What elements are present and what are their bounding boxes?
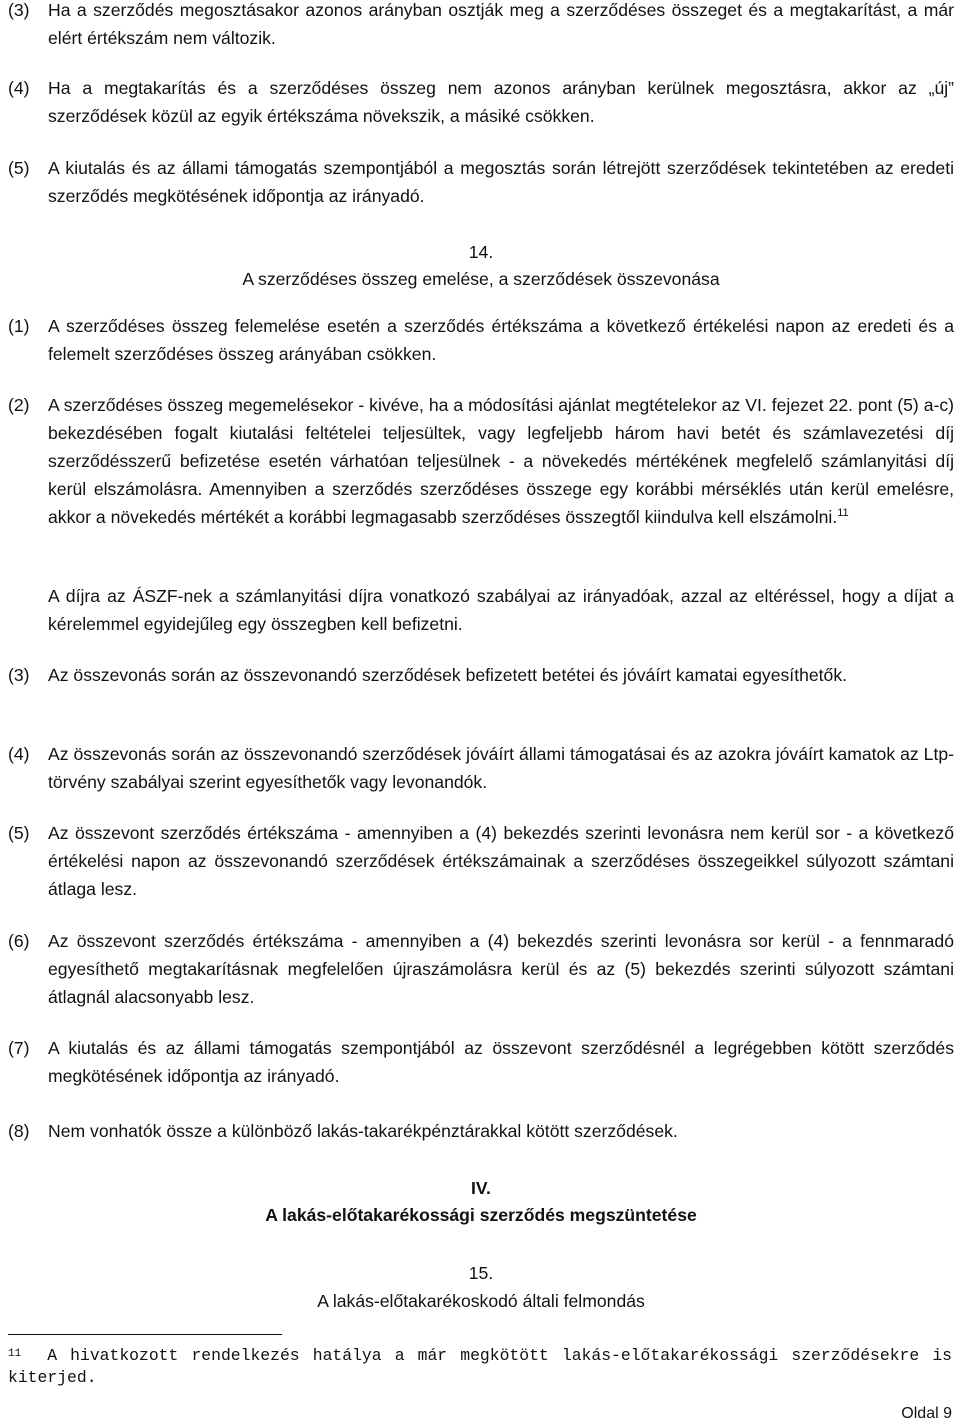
- paragraph-4: [8, 74, 954, 130]
- paragraph-number: (8): [8, 1121, 30, 1141]
- s14-paragraph-4: [8, 740, 954, 796]
- paragraph-text: A szerződéses összeg felemelése esetén a szerződés értékszáma a következő értékelési napon az eredeti és a felemelt szerződéses összeg arányában csökken.: [48, 316, 954, 364]
- s14-paragraph-7: [8, 1034, 954, 1090]
- paragraph-text: Ha a szerződés megosztásakor azonos arányban osztják meg a szerződéses összeget és a megtakarítást, a már elért értékszám nem változik.: [48, 0, 954, 48]
- paragraph-text: A szerződéses összeg megemelésekor - kivéve, ha a módosítási ajánlat megtételekor az VI. fejezet 22. pont (5) a-c) bekezdésében fogalt kiutalási feltételei teljesültek, vagy legfeljebb három havi betét és számlavezetési díj szerződésszerű befizetése esetén várhatóan teljesülnek - a növekedés mértékének megfelelő számlanyitási díj kerül elszámolásra. Amennyiben a szerződés szerződéses összege egy korábbi mérséklés után kerül emelésre, akkor a növekedés mértékét a korábbi legmagasabb szerződéses összegtől kiindulva kell elszámolni.: [48, 395, 954, 527]
- footnote-separator: [8, 1334, 282, 1335]
- footnote-reference[interactable]: 11: [837, 507, 849, 519]
- chapter-iv-number: IV.: [471, 1178, 491, 1198]
- section-15-number: 15.: [468, 1263, 494, 1283]
- s14-paragraph-5: [8, 819, 954, 903]
- paragraph-text: Ha a megtakarítás és a szerződéses összeg nem azonos arányban kerülnek megosztásra, akkor az „új” szerződések közül az egyik értékszáma növekszik, a másiké csökken.: [48, 78, 954, 126]
- s14-paragraph-3: [8, 661, 954, 689]
- section-14-title: A szerződéses összeg emelése, a szerződések összevonása: [242, 269, 720, 289]
- chapter-iv-title: A lakás-előtakarékossági szerződés megszüntetése: [265, 1205, 697, 1225]
- paragraph-number: (4): [8, 744, 30, 764]
- footnote-text: A hivatkozott rendelkezés hatálya a már megkötött lakás-előtakarékossági szerződésekre is kiterjed.: [8, 1346, 952, 1387]
- paragraph-text: Az összevonás során az összevonandó szerződések jóváírt állami támogatásai és az azokra jóváírt kamatok az Ltp-törvény szabályai szerint egyesíthetők vagy levonandók.: [48, 744, 954, 792]
- paragraph-text: Az összevont szerződés értékszáma - amennyiben a (4) bekezdés szerinti levonásra nem kerül sor - a következő értékelési napon az összevonandó szerződések értékszámainak a szerződéses összegeikkel súlyozott számtani átlaga lesz.: [48, 823, 954, 899]
- paragraph-number: (2): [8, 395, 30, 415]
- s14-paragraph-2: [8, 391, 954, 531]
- paragraph-number: (7): [8, 1038, 30, 1058]
- paragraph-text: Az összevont szerződés értékszáma - amennyiben a (4) bekezdés szerinti levonásra sor kerül - a fennmaradó egyesíthető megtakarításnak megfelelően újraszámolásra kerül és az (5) bekezdés szerinti súlyozott számtani átlagnál alacsonyabb lesz.: [48, 931, 954, 1007]
- paragraph-text: A díjra az ÁSZF-nek a számlanyitási díjra vonatkozó szabályai az irányadóak, azzal az eltéréssel, hogy a díjat a kérelemmel egyidejűleg egy összegben kell befizetni.: [48, 586, 954, 634]
- paragraph-number: (5): [8, 158, 30, 178]
- s14-paragraph-1: [8, 312, 954, 368]
- paragraph-text: Nem vonhatók össze a különböző lakás-takarékpénztárakkal kötött szerződések.: [48, 1121, 678, 1141]
- paragraph-text: A kiutalás és az állami támogatás szempontjából az összevont szerződésnél a legrégebben kötött szerződés megkötésének időpontja az irányadó.: [48, 1038, 954, 1086]
- paragraph-3: [8, 0, 954, 52]
- paragraph-text: Az összevonás során az összevonandó szerződések befizetett betétei és jóváírt kamatai egyesíthetők.: [48, 665, 848, 685]
- paragraph-number: (4): [8, 78, 30, 98]
- paragraph-number: (6): [8, 931, 30, 951]
- paragraph-5: [8, 154, 954, 210]
- s14-paragraph-8: [8, 1117, 954, 1145]
- paragraph-number: (1): [8, 316, 30, 336]
- section-14-number: 14.: [468, 242, 494, 262]
- s14-paragraph-6: [8, 927, 954, 1011]
- section-15-title: A lakás-előtakarékoskodó általi felmondás: [317, 1291, 645, 1311]
- footnote: [8, 1345, 952, 1389]
- paragraph-number: (3): [8, 0, 30, 20]
- page-number: Oldal 9: [901, 1405, 952, 1422]
- footnote-mark: 11: [8, 1348, 22, 1360]
- s14-paragraph-2-continuation: [8, 582, 954, 638]
- paragraph-number: (5): [8, 823, 30, 843]
- paragraph-text: A kiutalás és az állami támogatás szempontjából a megosztás során létrejött szerződések tekintetében az eredeti szerződés megkötésének időpontja az irányadó.: [48, 158, 954, 206]
- paragraph-number: (3): [8, 665, 30, 685]
